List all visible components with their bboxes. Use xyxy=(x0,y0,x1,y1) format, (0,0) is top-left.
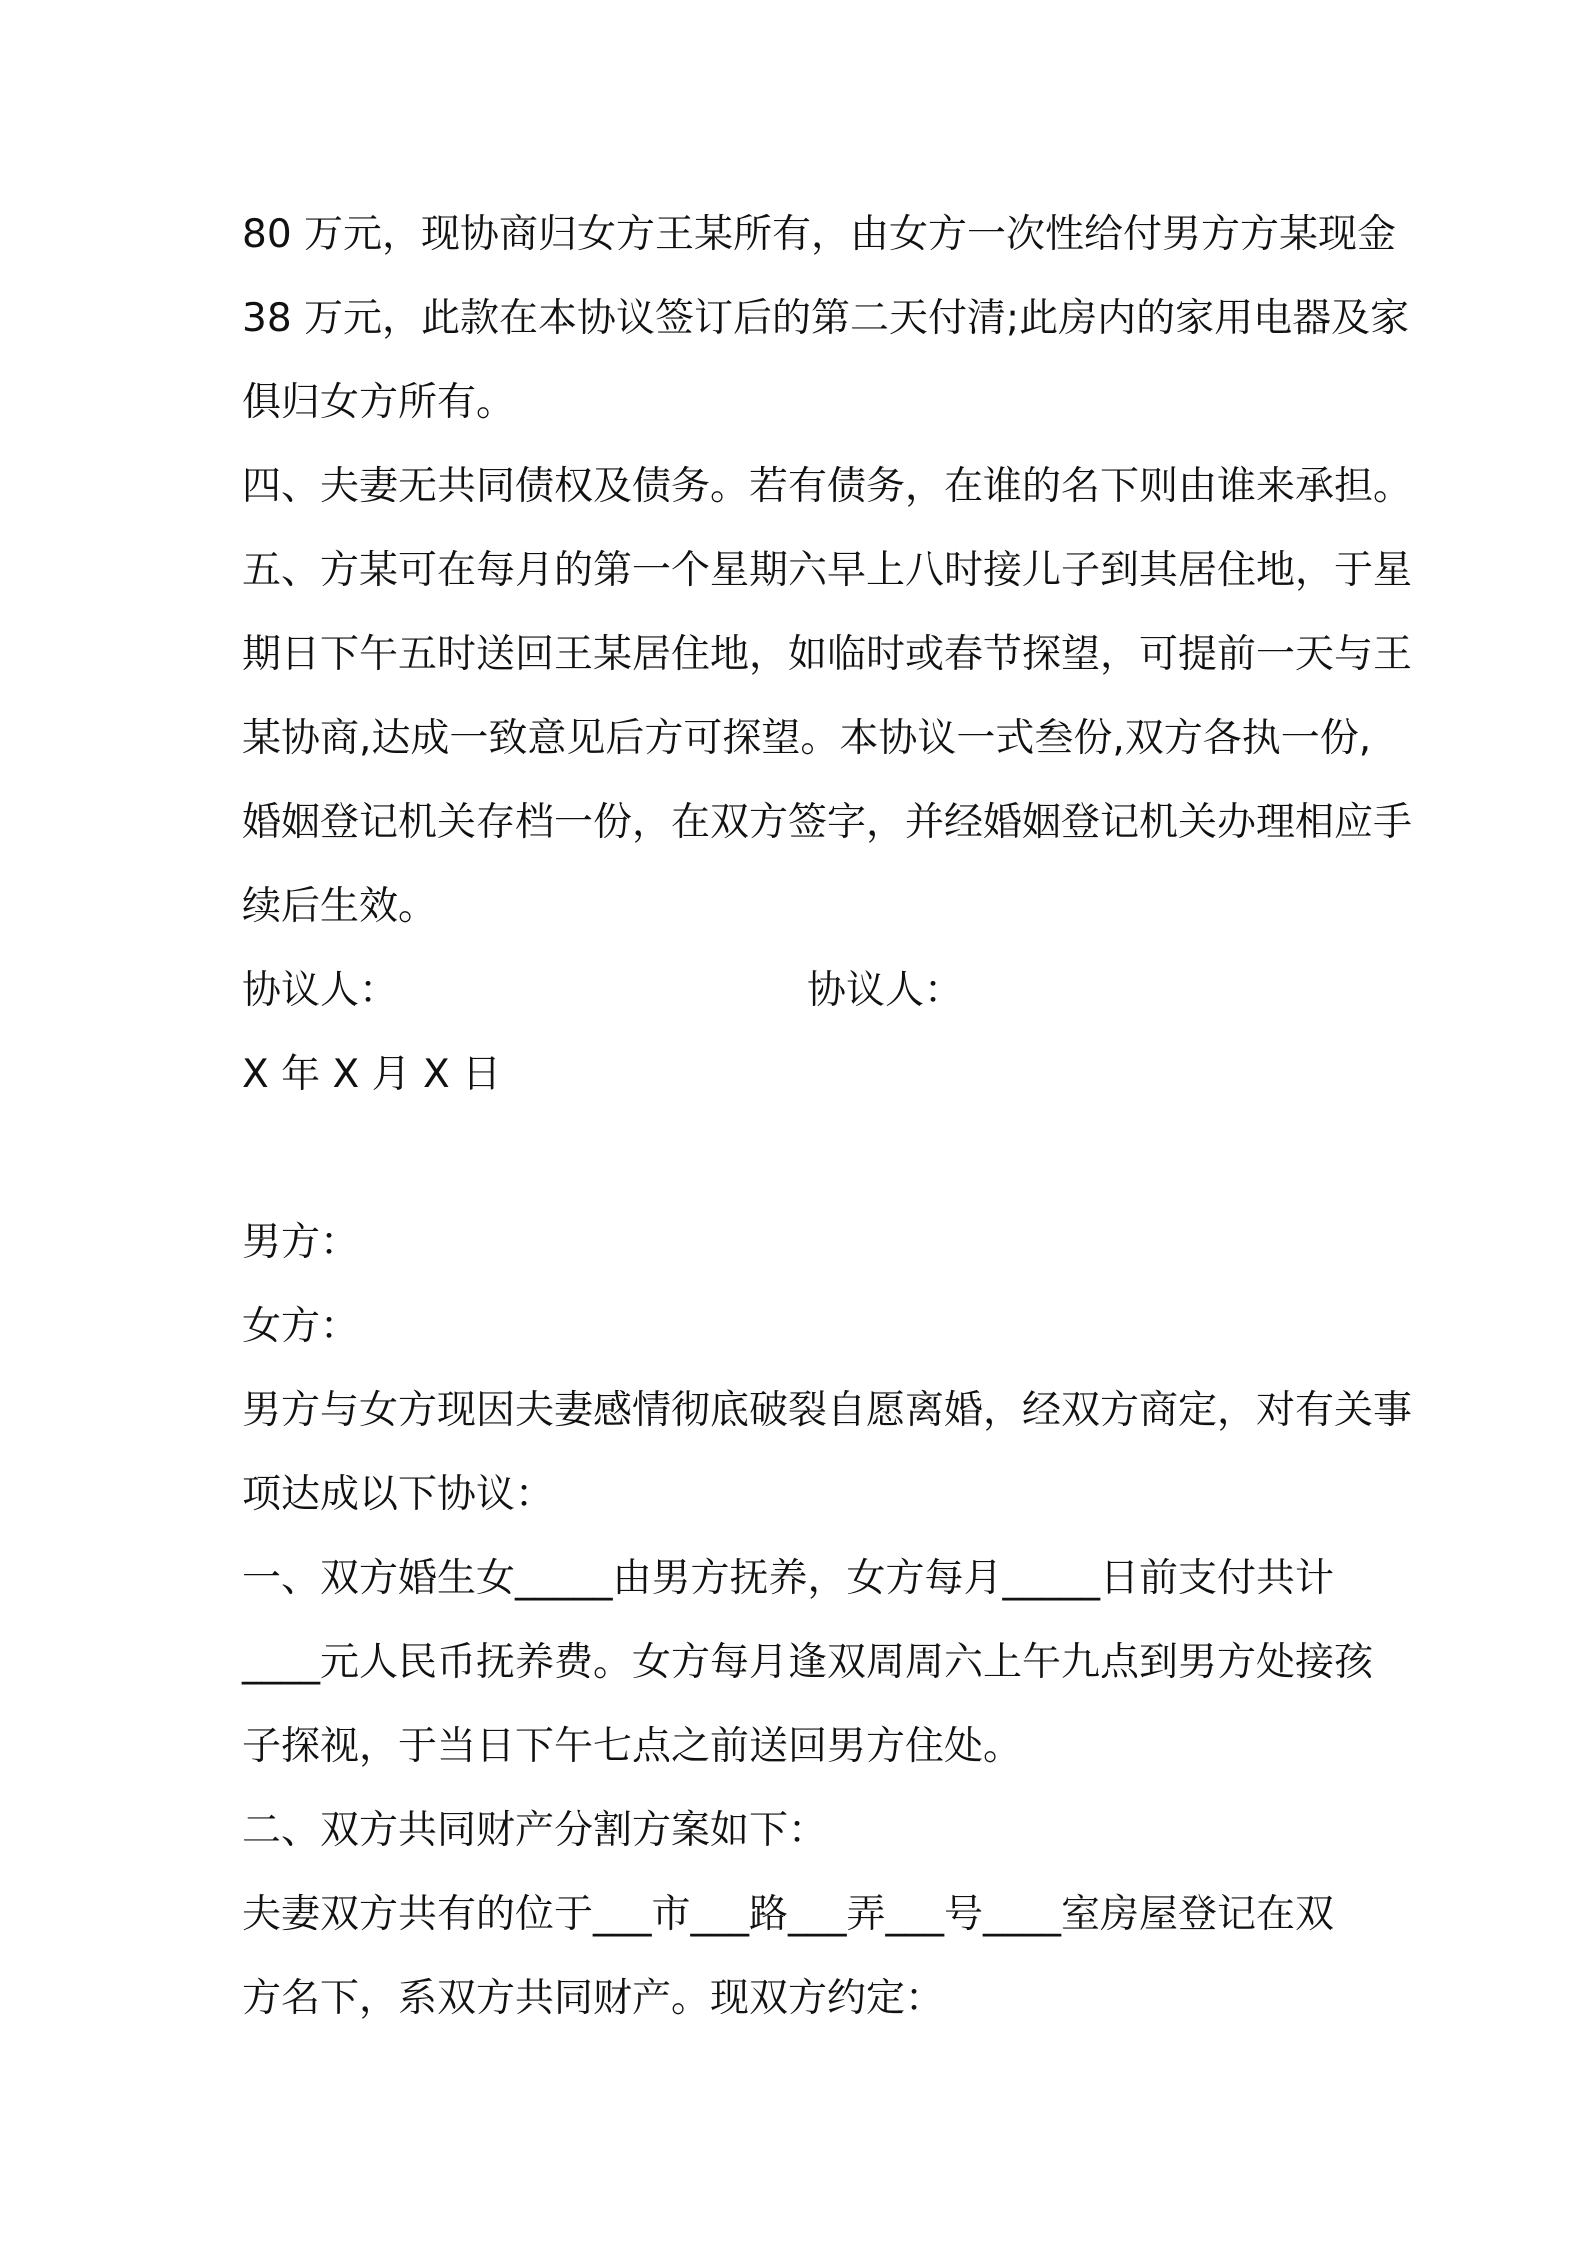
clause-four: 四、夫妻无共同债权及债务。若有债务，在谁的名下则由谁来承担。 xyxy=(242,464,1413,509)
blank-gap xyxy=(242,1117,1362,1201)
female-party-label: 女方： xyxy=(242,1304,360,1349)
signer-right-label: 协议人： xyxy=(807,968,964,1013)
text-line: 38 万元，此款在本协议签订后的第二天付清;此房内的家用电器及家 xyxy=(242,296,1410,341)
text-line: 男方与女方现因夫妻感情彻底破裂自愿离婚，经双方商定，对有关事 xyxy=(242,1388,1413,1433)
text-line: 续后生效。 xyxy=(242,884,438,929)
text-line: 子探视，于当日下午七点之前送回男方住处。 xyxy=(242,1724,1023,1769)
signature-row xyxy=(242,949,1362,1033)
text-line: ____元人民币抚养费。女方每月逢双周周六上午九点到男方处接孩 xyxy=(242,1640,1374,1685)
text-line: 俱归女方所有。 xyxy=(242,380,516,425)
date-line: X 年 X 月 X 日 xyxy=(242,1052,502,1097)
text-line: 某协商,达成一致意见后方可探望。本协议一式叁份,双方各执一份, xyxy=(242,716,1372,761)
text-line: 方名下，系双方共同财产。现双方约定： xyxy=(242,1976,945,2021)
text-line: 项达成以下协议： xyxy=(242,1472,555,1517)
male-party-label: 男方： xyxy=(242,1220,360,1265)
text-line: 婚姻登记机关存档一份，在双方签字，并经婚姻登记机关办理相应手 xyxy=(242,800,1413,845)
text-line: 五、方某可在每月的第一个星期六早上八时接儿子到其居住地，于星 xyxy=(242,548,1413,593)
section-heading: 二、双方共同财产分割方案如下： xyxy=(242,1808,828,1853)
text-line: 80 万元，现协商归女方王某所有，由女方一次性给付男方方某现金 xyxy=(242,212,1397,257)
text-line: 期日下午五时送回王某居住地，如临时或春节探望，可提前一天与王 xyxy=(242,632,1413,677)
signer-left-label: 协议人： xyxy=(242,968,399,1013)
text-line: 夫妻双方共有的位于___市___路___弄___号____室房屋登记在双 xyxy=(242,1892,1335,1937)
text-line: 一、双方婚生女_____由男方抚养，女方每月_____日前支付共计 xyxy=(242,1556,1335,1601)
document-body xyxy=(242,193,1413,2041)
